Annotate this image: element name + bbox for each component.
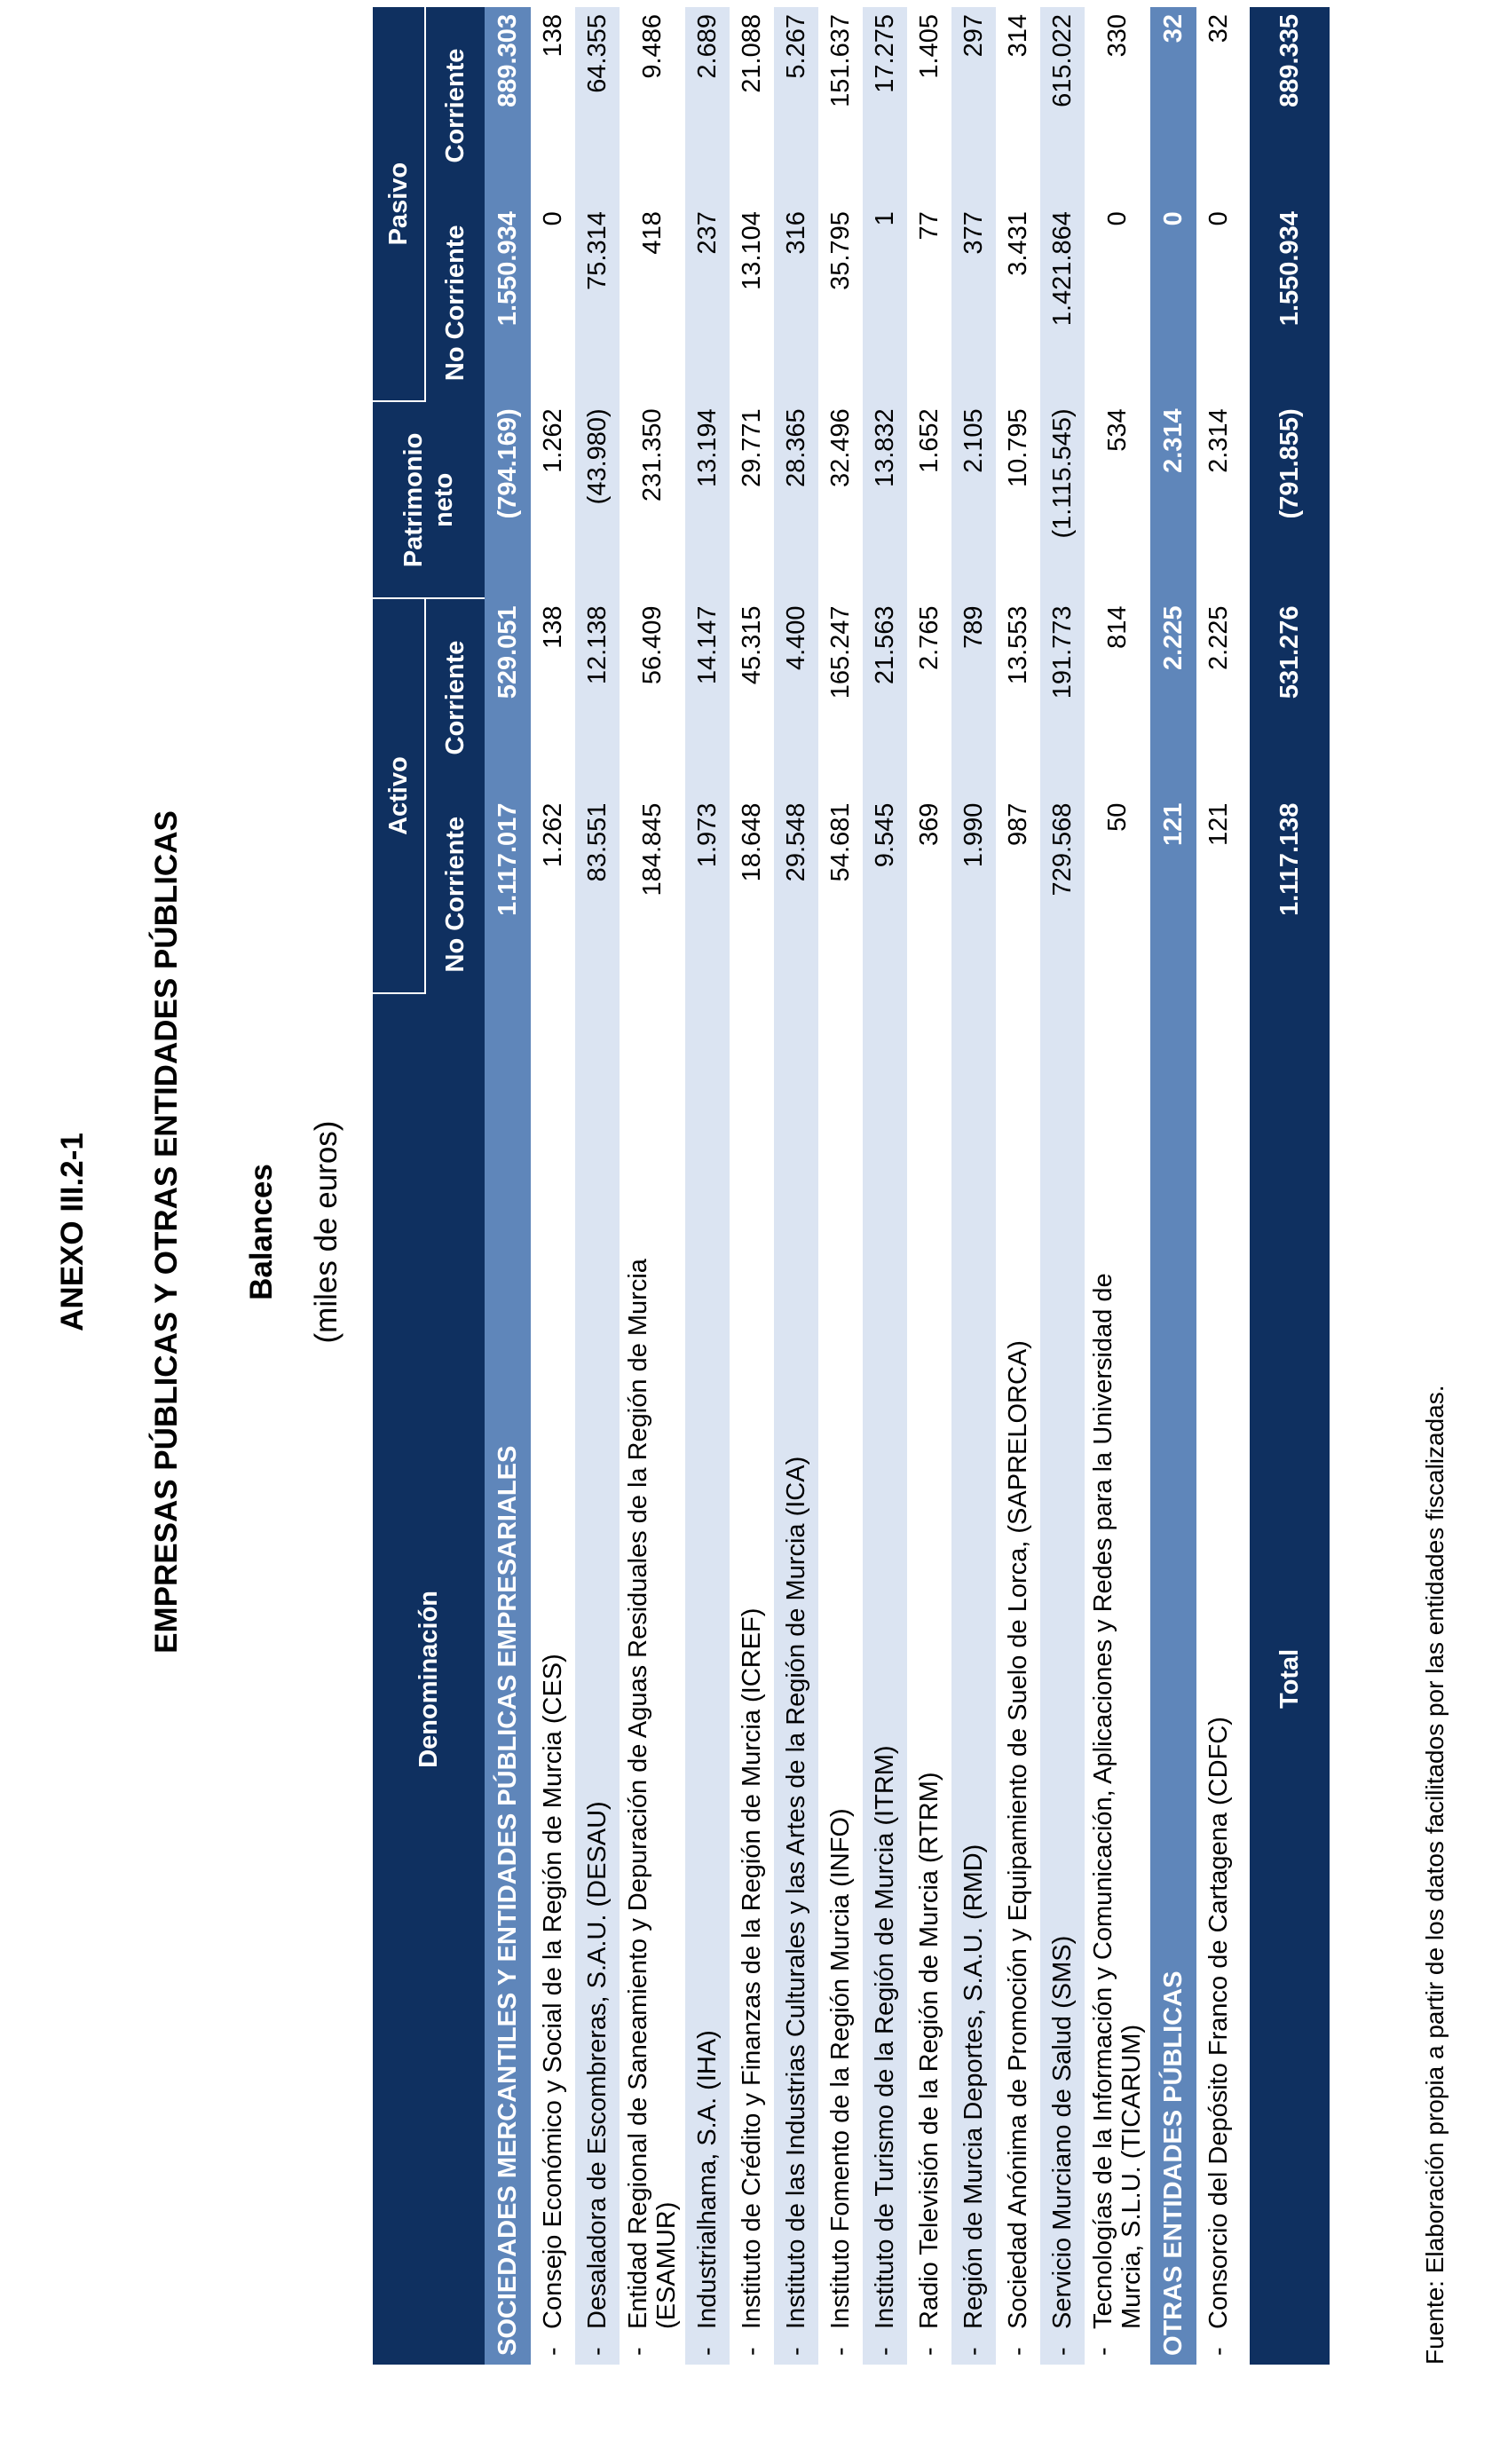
row-dash: - bbox=[693, 2347, 722, 2356]
total-pasivo-c: 889.335 bbox=[1250, 7, 1330, 204]
table-row bbox=[907, 7, 951, 2365]
total-row bbox=[1250, 7, 1330, 2365]
row-dash: - bbox=[583, 2347, 612, 2356]
row-name: Región de Murcia Deportes, S.A.U. (RMD) bbox=[959, 1844, 988, 2329]
row-name: Radio Televisión de la Región de Murcia (RTRM) bbox=[915, 1772, 943, 2329]
cell-activo-nc: 1.262 bbox=[539, 802, 567, 868]
cell-pasivo-c: 2.689 bbox=[685, 7, 730, 204]
cell-activo-nc: 29.548 bbox=[774, 796, 818, 993]
cell-patrimonio: (1.115.545) bbox=[1040, 401, 1085, 598]
row-name: Tecnologías de la Información y Comunicación, Aplicaciones y Redes para la Universidad de bbox=[1089, 1273, 1117, 2329]
row-dash: - bbox=[1004, 2347, 1032, 2356]
subtitle: Balances bbox=[244, 1164, 279, 1300]
header-pasivo: Pasivo bbox=[373, 7, 425, 401]
cell-activo-c: 138 bbox=[539, 605, 567, 649]
section-total-activo-nc: 1.117.017 bbox=[485, 796, 531, 993]
section-total-patrimonio: (794.169) bbox=[485, 401, 531, 598]
total-pasivo-nc: 1.550.934 bbox=[1250, 204, 1330, 401]
cell-patrimonio: 10.795 bbox=[1004, 408, 1032, 488]
row-name: Instituto de las Industrias Culturales y las Artes de la Región de Murcia (ICA) bbox=[782, 1456, 810, 2329]
cell-pasivo-c: 297 bbox=[951, 7, 996, 204]
cell-patrimonio: 1.262 bbox=[539, 408, 567, 473]
cell-activo-c: 12.138 bbox=[575, 598, 620, 795]
cell-activo-nc: 83.551 bbox=[575, 796, 620, 993]
table-row bbox=[575, 7, 620, 2365]
cell-pasivo-c: 17.275 bbox=[863, 7, 907, 204]
cell-patrimonio: 2.314 bbox=[1204, 408, 1233, 473]
row-dash: - bbox=[959, 2347, 988, 2356]
cell-activo-c: 45.315 bbox=[738, 605, 766, 685]
section-total-pasivo-c: 32 bbox=[1150, 7, 1196, 204]
table-row bbox=[774, 7, 818, 2365]
section-row-otras-entidades bbox=[1150, 7, 1196, 2365]
header-patrimonio-neto: Patrimonio neto bbox=[373, 401, 485, 598]
row-name: Instituto Fomento de la Región Murcia (INFO) bbox=[826, 1808, 855, 2329]
section-total-pasivo-nc: 0 bbox=[1150, 204, 1196, 401]
cell-pasivo-nc: 0 bbox=[1103, 211, 1132, 226]
row-dash: - bbox=[1204, 2347, 1233, 2356]
cell-activo-nc: 1.973 bbox=[685, 796, 730, 993]
section-total-pasivo-nc: 1.550.934 bbox=[485, 204, 531, 401]
units-note: (miles de euros) bbox=[309, 1120, 343, 1344]
cell-pasivo-c: 330 bbox=[1103, 14, 1132, 58]
cell-activo-nc: 1.990 bbox=[951, 796, 996, 993]
header-activo-corriente: Corriente bbox=[425, 598, 485, 795]
table-row bbox=[996, 7, 1040, 2365]
cell-activo-nc: 987 bbox=[1004, 802, 1032, 846]
cell-pasivo-c: 9.486 bbox=[638, 14, 667, 79]
cell-pasivo-c: 151.637 bbox=[826, 14, 855, 107]
row-name-line2: (ESAMUR) bbox=[652, 2201, 681, 2329]
cell-pasivo-nc: 0 bbox=[1204, 211, 1233, 226]
row-name: Consorcio del Depósito Franco de Cartagena (CDFC) bbox=[1204, 1717, 1233, 2329]
cell-pasivo-c: 32 bbox=[1204, 14, 1233, 43]
cell-activo-nc: 184.845 bbox=[638, 802, 667, 896]
cell-pasivo-c: 64.355 bbox=[575, 7, 620, 204]
section-total-activo-c: 529.051 bbox=[485, 598, 531, 795]
cell-pasivo-nc: 1.421.864 bbox=[1040, 204, 1085, 401]
cell-activo-c: 13.553 bbox=[1004, 605, 1032, 685]
cell-pasivo-nc: 418 bbox=[638, 211, 667, 255]
row-name: Entidad Regional de Saneamiento y Depuración de Aguas Residuales de la Región de Murcia bbox=[624, 1259, 652, 2329]
header-activo-no-corriente: No Corriente bbox=[425, 796, 485, 993]
cell-patrimonio: 2.105 bbox=[951, 401, 996, 598]
header-row-1 bbox=[373, 7, 425, 2365]
cell-activo-nc: 729.568 bbox=[1040, 796, 1085, 993]
cell-patrimonio: 32.496 bbox=[826, 408, 855, 488]
total-label: Total bbox=[1250, 993, 1330, 2365]
cell-pasivo-c: 138 bbox=[539, 14, 567, 58]
main-title: EMPRESAS PÚBLICAS Y OTRAS ENTIDADES PÚBLICAS bbox=[149, 810, 184, 1654]
cell-activo-c: 191.773 bbox=[1040, 598, 1085, 795]
section-total-pasivo-c: 889.303 bbox=[485, 7, 531, 204]
section-row-sociedades bbox=[485, 7, 531, 2365]
row-name-line2: Murcia, S.L.U. (TICARUM) bbox=[1117, 2024, 1146, 2329]
source-note: Fuente: Elaboración propia a partir de los datos facilitados por las entidades fiscalizadas. bbox=[1421, 1385, 1449, 2365]
cell-pasivo-nc: 237 bbox=[685, 204, 730, 401]
total-activo-c: 531.276 bbox=[1250, 598, 1330, 795]
row-dash: - bbox=[539, 2347, 567, 2356]
cell-activo-c: 165.247 bbox=[826, 605, 855, 699]
cell-pasivo-c: 1.405 bbox=[915, 14, 943, 79]
cell-pasivo-c: 314 bbox=[1004, 14, 1032, 58]
table-row bbox=[1196, 7, 1241, 2365]
cell-activo-nc: 369 bbox=[915, 802, 943, 846]
cell-patrimonio: 231.350 bbox=[638, 408, 667, 502]
balances-table bbox=[373, 7, 1330, 2365]
table-row bbox=[1085, 7, 1150, 2365]
row-dash: - bbox=[1048, 2347, 1077, 2356]
row-dash: - bbox=[1089, 2347, 1117, 2356]
cell-patrimonio: 13.194 bbox=[685, 401, 730, 598]
cell-pasivo-nc: 75.314 bbox=[575, 204, 620, 401]
row-dash: - bbox=[738, 2347, 766, 2356]
table-row bbox=[730, 7, 774, 2365]
cell-pasivo-c: 5.267 bbox=[774, 7, 818, 204]
cell-activo-nc: 54.681 bbox=[826, 802, 855, 882]
cell-pasivo-nc: 3.431 bbox=[1004, 211, 1032, 276]
cell-patrimonio: 28.365 bbox=[774, 401, 818, 598]
section-total-activo-nc: 121 bbox=[1150, 796, 1196, 993]
cell-patrimonio: (43.980) bbox=[575, 401, 620, 598]
cell-activo-c: 2.225 bbox=[1204, 605, 1233, 671]
cell-pasivo-nc: 35.795 bbox=[826, 211, 855, 290]
cell-patrimonio: 534 bbox=[1103, 408, 1132, 452]
cell-patrimonio: 13.832 bbox=[863, 401, 907, 598]
cell-activo-c: 14.147 bbox=[685, 598, 730, 795]
header-activo: Activo bbox=[373, 598, 425, 992]
row-dash: - bbox=[624, 2347, 652, 2356]
row-dash: - bbox=[915, 2347, 943, 2356]
row-name: Consejo Económico y Social de la Región de Murcia (CES) bbox=[539, 1654, 567, 2329]
table-row bbox=[685, 7, 730, 2365]
section-total-patrimonio: 2.314 bbox=[1150, 401, 1196, 598]
cell-pasivo-nc: 377 bbox=[951, 204, 996, 401]
row-name: Instituto de Turismo de la Región de Murcia (ITRM) bbox=[871, 1745, 899, 2329]
cell-pasivo-c: 615.022 bbox=[1040, 7, 1085, 204]
cell-activo-c: 56.409 bbox=[638, 605, 667, 685]
section-total-activo-c: 2.225 bbox=[1150, 598, 1196, 795]
row-name: Sociedad Anónima de Promoción y Equipamiento de Suelo de Lorca, (SAPRELORCA) bbox=[1004, 1340, 1032, 2329]
cell-pasivo-nc: 13.104 bbox=[738, 211, 766, 290]
cell-activo-nc: 18.648 bbox=[738, 802, 766, 882]
cell-activo-c: 789 bbox=[951, 598, 996, 795]
cell-pasivo-c: 21.088 bbox=[738, 14, 766, 93]
header-pasivo-no-corriente: No Corriente bbox=[425, 204, 485, 401]
spacer-row bbox=[1241, 7, 1250, 2365]
table-row bbox=[1040, 7, 1085, 2365]
table-row bbox=[620, 7, 685, 2365]
section-title: OTRAS ENTIDADES PÚBLICAS bbox=[1150, 993, 1196, 2365]
cell-patrimonio: 1.652 bbox=[915, 408, 943, 473]
row-dash: - bbox=[782, 2347, 810, 2356]
annex-title: ANEXO III.2-1 bbox=[55, 1133, 90, 1331]
cell-activo-c: 2.765 bbox=[915, 605, 943, 671]
row-dash: - bbox=[826, 2347, 855, 2356]
cell-activo-nc: 50 bbox=[1103, 802, 1132, 832]
row-dash: - bbox=[871, 2347, 899, 2356]
total-patrimonio: (791.855) bbox=[1250, 401, 1330, 598]
table-row bbox=[531, 7, 575, 2365]
cell-pasivo-nc: 0 bbox=[539, 211, 567, 226]
table-row bbox=[863, 7, 907, 2365]
table-row bbox=[951, 7, 996, 2365]
row-name: Servicio Murciano de Salud (SMS) bbox=[1048, 1935, 1077, 2329]
cell-activo-c: 814 bbox=[1103, 605, 1132, 649]
header-pasivo-corriente: Corriente bbox=[425, 7, 485, 204]
row-name: Industrialhama, S.A. (IHA) bbox=[693, 2030, 722, 2329]
header-denominacion: Denominación bbox=[373, 993, 485, 2365]
cell-activo-c: 21.563 bbox=[863, 598, 907, 795]
row-name: Desaladora de Escombreras, S.A.U. (DESAU) bbox=[583, 1801, 612, 2329]
cell-pasivo-nc: 316 bbox=[774, 204, 818, 401]
table-row bbox=[818, 7, 863, 2365]
row-name: Instituto de Crédito y Finanzas de la Región de Murcia (ICREF) bbox=[738, 1607, 766, 2329]
cell-pasivo-nc: 77 bbox=[915, 211, 943, 241]
section-title: SOCIEDADES MERCANTILES Y ENTIDADES PÚBLICAS EMPRESARIALES bbox=[485, 993, 531, 2365]
cell-activo-c: 4.400 bbox=[774, 598, 818, 795]
cell-patrimonio: 29.771 bbox=[738, 408, 766, 488]
total-activo-nc: 1.117.138 bbox=[1250, 796, 1330, 993]
cell-activo-nc: 9.545 bbox=[863, 796, 907, 993]
cell-activo-nc: 121 bbox=[1204, 802, 1233, 846]
cell-pasivo-nc: 1 bbox=[863, 204, 907, 401]
